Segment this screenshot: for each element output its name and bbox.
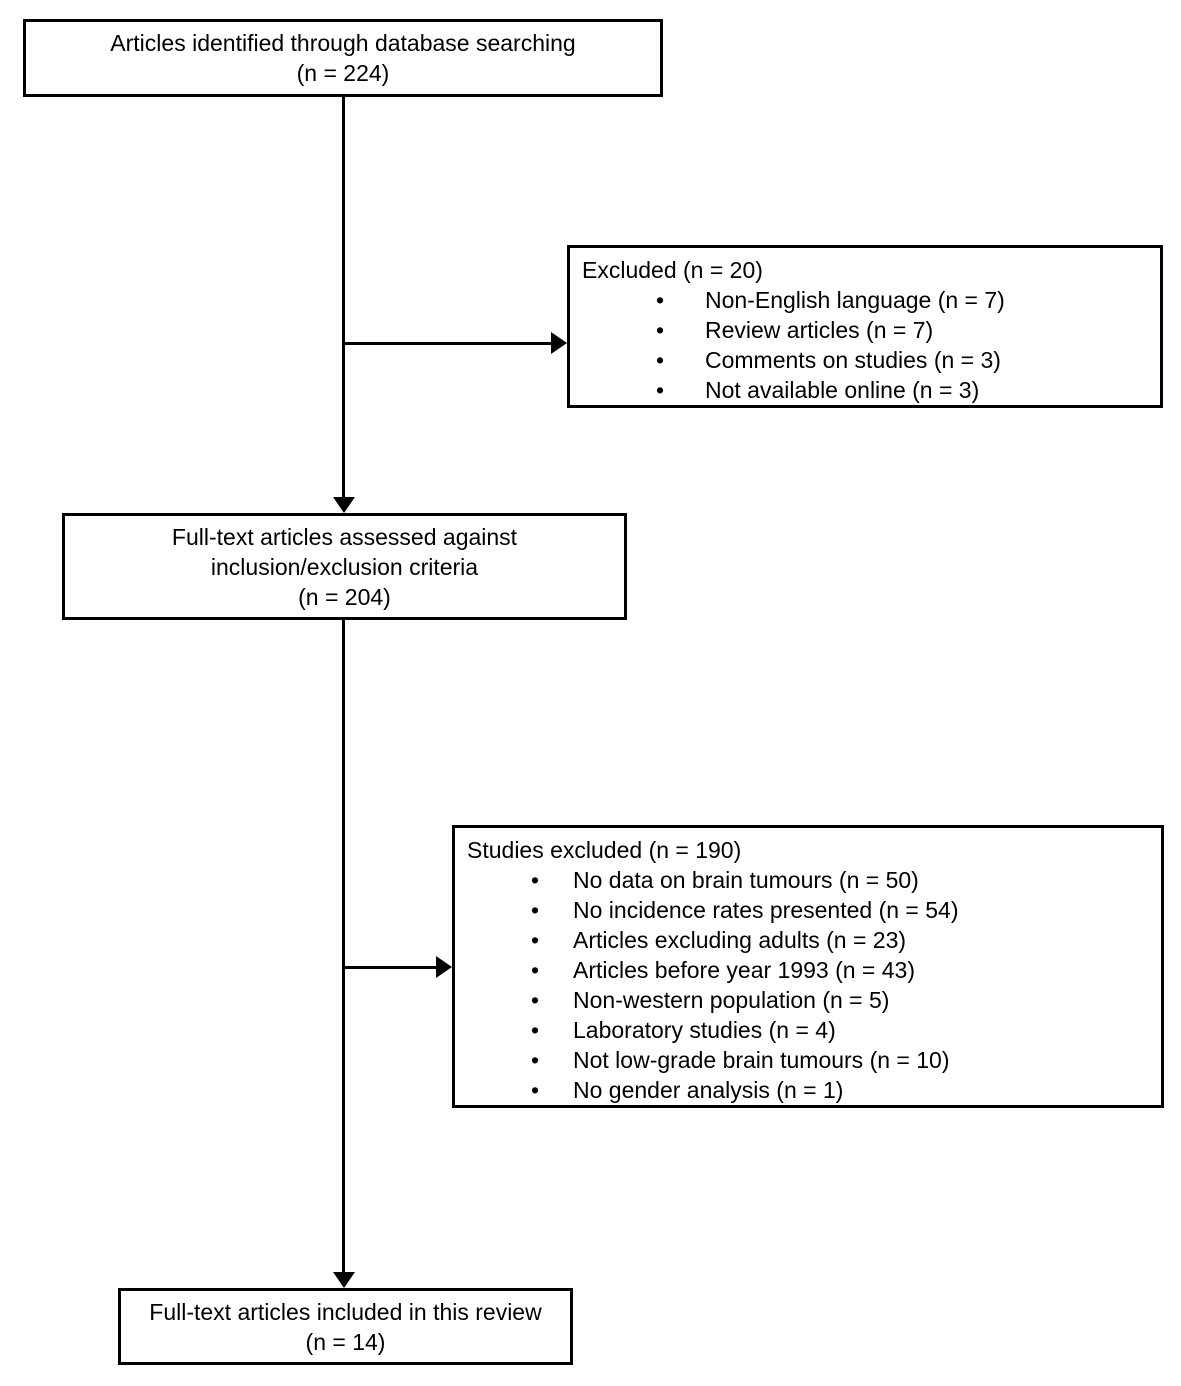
list-item: [582, 315, 1150, 345]
bullet-icon: •: [530, 987, 540, 1013]
box-articles-identified: [23, 19, 663, 97]
bullet-icon: •: [655, 287, 665, 313]
studies-excluded-item-text: Articles before year 1993 (n = 43): [573, 957, 915, 983]
fulltext-included-count: (n = 14): [305, 1328, 386, 1355]
arrow-line-to-studies-excluded: [345, 966, 436, 969]
studies-excluded-item-text: Not low-grade brain tumours (n = 10): [573, 1047, 950, 1073]
box-fulltext-assessed: [62, 513, 627, 620]
studies-excluded-title: Studies excluded (n = 190): [467, 837, 742, 863]
list-item: [467, 1075, 1151, 1105]
box-studies-excluded: [452, 825, 1164, 1108]
list-item: [582, 285, 1150, 315]
bullet-icon: •: [530, 927, 540, 953]
bullet-icon: •: [655, 347, 665, 373]
excluded-item-text: Comments on studies (n = 3): [705, 347, 1001, 373]
arrowhead-identified-to-assessed: [333, 497, 355, 513]
arrowhead-to-studies-excluded: [436, 956, 452, 978]
bullet-icon: •: [655, 377, 665, 403]
studies-excluded-item-text: Non-western population (n = 5): [573, 987, 890, 1013]
arrow-line-to-excluded: [345, 342, 551, 345]
studies-excluded-item-text: No data on brain tumours (n = 50): [573, 867, 919, 893]
list-item: [467, 865, 1151, 895]
fulltext-included-text: Full-text articles included in this review: [149, 1298, 542, 1325]
box-fulltext-included: [118, 1288, 573, 1365]
list-item: [467, 1015, 1151, 1045]
studies-excluded-item-text: No incidence rates presented (n = 54): [573, 897, 959, 923]
bullet-icon: •: [655, 317, 665, 343]
bullet-icon: •: [530, 867, 540, 893]
excluded-item-text: Not available online (n = 3): [705, 377, 980, 403]
studies-excluded-item-text: Articles excluding adults (n = 23): [573, 927, 907, 953]
list-item: [467, 955, 1151, 985]
list-item: [582, 375, 1150, 405]
studies-excluded-item-text: Laboratory studies (n = 4): [573, 1017, 836, 1043]
articles-identified-count: (n = 224): [296, 60, 390, 86]
fulltext-assessed-text-line2: inclusion/exclusion criteria: [210, 553, 479, 580]
excluded-item-text: Non-English language (n = 7): [705, 287, 1005, 313]
articles-identified-text: Articles identified through database searching: [110, 30, 576, 56]
list-item: [467, 925, 1151, 955]
list-item: [467, 895, 1151, 925]
box-excluded: [567, 245, 1163, 408]
bullet-icon: •: [530, 1017, 540, 1043]
excluded-item-text: Review articles (n = 7): [705, 317, 934, 343]
list-item: [582, 345, 1150, 375]
excluded-title: Excluded (n = 20): [582, 257, 763, 283]
list-item: [467, 1045, 1151, 1075]
fulltext-assessed-count: (n = 204): [298, 583, 391, 610]
bullet-icon: •: [530, 897, 540, 923]
arrowhead-to-excluded: [551, 332, 567, 354]
arrowhead-assessed-to-included: [333, 1272, 355, 1288]
bullet-icon: •: [530, 957, 540, 983]
arrow-line-identified-to-assessed: [342, 97, 345, 497]
list-item: [467, 985, 1151, 1015]
bullet-icon: •: [530, 1047, 540, 1073]
studies-excluded-item-text: No gender analysis (n = 1): [573, 1077, 844, 1103]
arrow-line-assessed-to-included: [342, 620, 345, 1272]
fulltext-assessed-text-line1: Full-text articles assessed against: [171, 523, 518, 550]
bullet-icon: •: [530, 1077, 540, 1103]
